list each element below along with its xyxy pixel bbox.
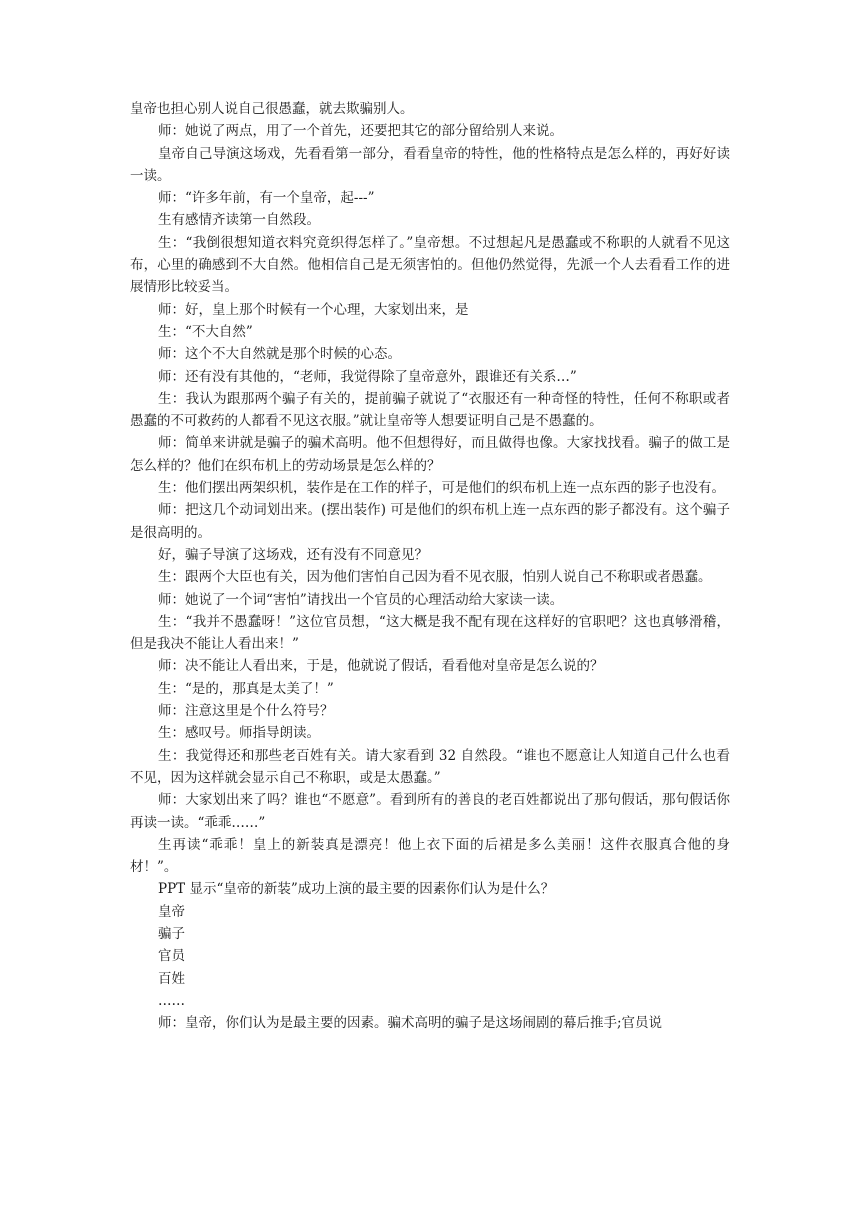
paragraph: 生：他们摆出两架织机，装作是在工作的样子，可是他们的织布机上连一点东西的影子也没有。: [158, 480, 725, 497]
paragraph: 师：决不能让人看出来，于是，他就说了假话，看看他对皇帝是怎么说的？: [158, 658, 604, 675]
paragraph: 皇帝也担心别人说自己很愚蠢，就去欺骗别人。: [130, 101, 414, 117]
paragraph: PPT 显示“皇帝的新装”成功上演的最主要的因素你们认为是什么？: [158, 881, 555, 898]
paragraph: 生：跟两个大臣也有关，因为他们害怕自己因为看不见衣服，怕别人说自己不称职或者愚蠢。: [158, 569, 712, 586]
paragraph: 生：“我倒很想知道衣料究竟织得怎样了。”皇帝想。不过想起凡是愚蠢或不称职的人就看不见这布，心里的确感到不大自然。他相信自己是无须害怕的。但他仍然觉得，先派一个人去看看工作的进展情形比较妥当。: [130, 234, 730, 296]
list-item: 皇帝: [158, 903, 185, 920]
paragraph: 生：“我并不愚蠢呀！”这位官员想，“这大概是我不配有现在这样好的官职吧？这也真够滑稽，但是我决不能让人看出来！”: [130, 613, 730, 653]
document-page: [130, 98, 730, 1034]
paragraph: 师：把这几个动词划出来。(摆出装作) 可是他们的织布机上连一点东西的影子都没有。这个骗子是很高明的。: [130, 502, 730, 541]
paragraph: 生：“是的，那真是太美了！”: [158, 680, 334, 697]
paragraph: 师：大家划出来了吗？谁也“不愿意”。看到所有的善良的老百姓都说出了那句假话，那句假话你再读一读。“乖乖……”: [130, 792, 730, 831]
paragraph: 师：好，皇上那个时候有一个心理，大家划出来，是: [158, 301, 469, 318]
paragraph: 师：她说了两点，用了一个首先，还要把其它的部分留给别人来说。: [158, 123, 563, 140]
list-item: 骗子: [158, 925, 185, 942]
paragraph: 生：感叹号。师指导朗读。: [158, 725, 320, 742]
paragraph: 师：她说了一个词“害怕”请找出一个官员的心理活动给大家读一读。: [158, 591, 564, 608]
paragraph: 师：还有没有其他的，“老师，我觉得除了皇帝意外，跟谁还有关系…”: [158, 368, 577, 385]
paragraph: 生再读“乖乖！皇上的新装真是漂亮！他上衣下面的后裙是多么美丽！这件衣服真合他的身材！”。: [130, 836, 730, 876]
paragraph: 生：我认为跟那两个骗子有关的，提前骗子就说了“衣服还有一种奇怪的特性，任何不称职或者愚蠢的不可救药的人都看不见这衣服。”就让皇帝等人想要证明自己是不愚蠢的。: [130, 390, 730, 430]
paragraph: 师：皇帝，你们认为是最主要的因素。骗术高明的骗子是这场闹剧的幕后推手;官员说: [158, 1015, 663, 1032]
list-item: ……: [158, 992, 185, 1009]
paragraph: 师：注意这里是个什么符号？: [158, 703, 334, 720]
paragraph: 师：简单来讲就是骗子的骗术高明。他不但想得好，而且做得也像。大家找找看。骗子的做工是怎么样的？他们在织布机上的劳动场景是怎么样的？: [130, 435, 730, 474]
list-item: 官员: [158, 948, 185, 965]
paragraph: 生有感情齐读第一自然段。: [158, 212, 320, 229]
paragraph: 皇帝自己导演这场戏，先看看第一部分，看看皇帝的特性，他的性格特点是怎么样的，再好好读一读。: [130, 145, 730, 184]
paragraph: 师：“许多年前，有一个皇帝，起---”: [158, 190, 375, 207]
list-item: 百姓: [158, 970, 185, 987]
paragraph: 师：这个不大自然就是那个时候的心态。: [158, 346, 401, 363]
paragraph: 好，骗子导演了这场戏，还有没有不同意见？: [158, 546, 428, 563]
paragraph: 生：我觉得还和那些老百姓有关。请大家看到 32 自然段。“谁也不愿意让人知道自己什么也看不见，因为这样就会显示自己不称职，或是太愚蠢。”: [130, 747, 730, 786]
paragraph: 生：“不大自然”: [158, 323, 253, 340]
